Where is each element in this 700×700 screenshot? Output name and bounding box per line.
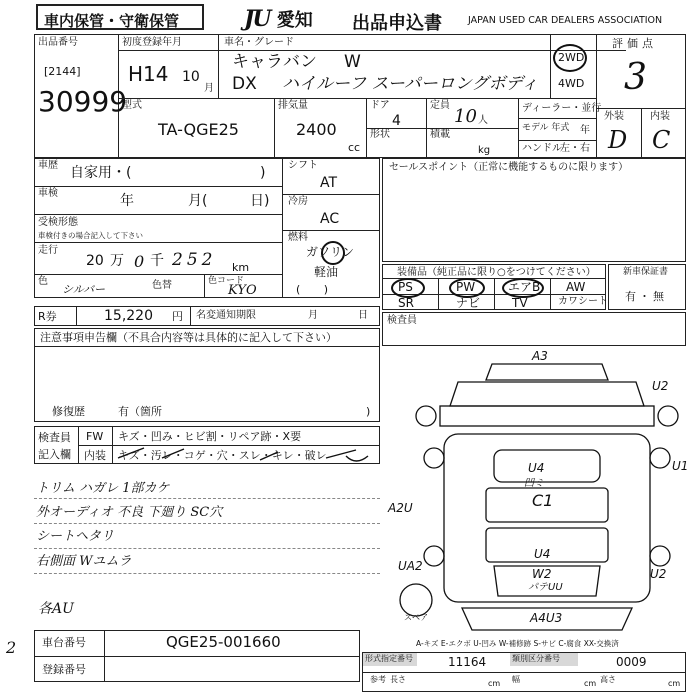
length-label: 長さ bbox=[390, 675, 406, 684]
listing-sub-number: [2144] bbox=[44, 65, 81, 78]
mark-u4-center: U4 bbox=[528, 461, 545, 475]
margin-mark: 2 bbox=[6, 638, 17, 657]
fuel-diesel: 軽油 bbox=[314, 265, 339, 279]
mark-ua2: UA2 bbox=[398, 559, 423, 573]
note-line-1: トリム ハガレ 1部カケ bbox=[36, 481, 170, 496]
score-value: 3 bbox=[624, 57, 647, 98]
type-no-value: 11164 bbox=[448, 655, 487, 669]
score-exterior-label: 外装 bbox=[604, 111, 624, 122]
color-value: シルバー bbox=[62, 283, 105, 296]
model-year-label: モデル 年式 bbox=[522, 123, 570, 133]
equip-sr: SR bbox=[398, 296, 414, 310]
note-line-5: 各AU bbox=[38, 601, 74, 617]
displacement-unit: cc bbox=[348, 141, 361, 154]
mileage-man: 20 bbox=[86, 253, 104, 269]
load-label: 積載 bbox=[430, 129, 450, 140]
color-code-label: 色コード bbox=[208, 276, 245, 286]
inspection-month-unit: 月( bbox=[188, 193, 208, 209]
equip-leather-seat: カワシート bbox=[558, 296, 608, 307]
class-no-label: 類別区分番号 bbox=[512, 654, 560, 663]
handle-value: 左・右 bbox=[560, 143, 590, 154]
name-change-label: 名変通知期限 bbox=[196, 310, 256, 321]
tax-unit: 円 bbox=[172, 310, 183, 323]
fuel-label: 燃料 bbox=[288, 232, 308, 243]
mileage-km-unit: km bbox=[232, 261, 250, 274]
doors-label: ドア bbox=[370, 100, 390, 111]
mark-dent: 凹ミ bbox=[524, 478, 544, 489]
load-unit: kg bbox=[478, 145, 491, 156]
mark-a2u: A2U bbox=[388, 501, 413, 515]
model-year-unit: 年 bbox=[580, 125, 590, 136]
height-label: 高さ bbox=[600, 675, 616, 684]
equip-ps-circle bbox=[391, 278, 425, 298]
inspection-type-label: 受検形態 bbox=[38, 217, 78, 228]
checker-label-bottom: 記入欄 bbox=[38, 448, 71, 461]
chassis-value: QGE25-001660 bbox=[166, 633, 281, 651]
repair-label: 修復歴 bbox=[52, 405, 85, 418]
width-unit: cm bbox=[584, 679, 597, 688]
warranty-value: 有・無 bbox=[625, 290, 667, 303]
chassis-label: 車台番号 bbox=[42, 636, 86, 649]
mark-a3: A3 bbox=[532, 349, 548, 363]
score-label: 評価点 bbox=[612, 37, 657, 50]
equip-ps: PS bbox=[398, 280, 413, 294]
warranty-label: 新車保証書 bbox=[623, 267, 669, 277]
checker-scribbles bbox=[110, 444, 382, 468]
length-unit: cm bbox=[488, 679, 501, 688]
shift-value: AT bbox=[320, 175, 338, 191]
registration-month: 10 bbox=[182, 69, 200, 85]
inspector-box bbox=[382, 312, 686, 346]
in-text: キズ・汚レ・コゲ・穴・スレ・キレ・破レ bbox=[118, 449, 327, 462]
registration-label: 初度登録年月 bbox=[122, 37, 182, 48]
drive-4wd: 4WD bbox=[558, 77, 585, 90]
car-variant: W bbox=[344, 52, 361, 72]
note-line-2: 外オーディオ 不良 下廻り SC穴 bbox=[36, 505, 223, 520]
car-name-label: 車名・グレード bbox=[224, 37, 294, 48]
note-line-4: 右側面 Wユムラ bbox=[36, 554, 132, 569]
model-label: 型式 bbox=[122, 100, 142, 111]
ju-logo-mark: JU bbox=[244, 6, 270, 32]
equipment-label: 装備品（純正品に限り○をつけてください） bbox=[397, 267, 596, 278]
spare-label: スペア bbox=[404, 613, 428, 622]
listing-number-label: 出品番号 bbox=[38, 37, 78, 48]
name-change-day: 日 bbox=[358, 310, 368, 321]
notes-label: 注意事項申告欄（不具合内容等は具体的に記入して下さい） bbox=[40, 331, 337, 344]
registration-number-label: 登録番号 bbox=[42, 663, 86, 676]
shape-label: 形状 bbox=[370, 129, 390, 140]
ju-logo bbox=[244, 6, 313, 32]
width-label: 幅 bbox=[512, 675, 520, 684]
history-label: 車歴 bbox=[38, 160, 58, 171]
equip-navi: ナビ bbox=[456, 296, 481, 310]
mark-w2: W2 bbox=[532, 567, 552, 581]
sales-point-label: セールスポイント（正常に機能するものに限ります） bbox=[389, 162, 629, 173]
listing-number: 30999 bbox=[38, 85, 128, 118]
equip-tv: TV bbox=[512, 296, 528, 310]
handle-label: ハンドル bbox=[522, 143, 562, 154]
mark-u1: U1 bbox=[672, 459, 689, 473]
mark-u4-lower: U4 bbox=[534, 547, 551, 561]
score-interior-label: 内装 bbox=[650, 111, 670, 122]
diagram-legend: A-キズ E-エクボ U-凹み W-補修跡 S-サビ C-腐食 XX-交換済 bbox=[416, 639, 619, 648]
mark-u2-right: U2 bbox=[650, 567, 667, 581]
mark-u2-top: U2 bbox=[652, 379, 669, 393]
color-label: 色 bbox=[38, 276, 48, 287]
storage-label: 車内保管・守衛保管 bbox=[44, 12, 180, 30]
inspection-label: 車検 bbox=[38, 188, 58, 199]
car-name: キャラバン bbox=[232, 52, 317, 72]
model-value: TA-QGE25 bbox=[158, 120, 239, 139]
in-label: 内装 bbox=[84, 449, 106, 462]
sheet-title: 出品申込書 bbox=[352, 13, 442, 34]
tax-amount: 15,220 bbox=[104, 308, 153, 324]
capacity-label: 定員 bbox=[430, 100, 450, 111]
equip-airbag-circle bbox=[502, 278, 544, 298]
repair-value: 有（箇所 bbox=[118, 405, 162, 418]
inspection-type-note: 車検付きの場合記入して下さい bbox=[38, 231, 143, 240]
doors-value: 4 bbox=[392, 113, 401, 129]
name-change-month: 月 bbox=[308, 310, 318, 321]
dealer-label: ディーラー・並行 bbox=[522, 103, 602, 114]
inspector-label: 検査員 bbox=[387, 315, 417, 326]
height-unit: cm bbox=[668, 679, 681, 688]
equip-pw: PW bbox=[456, 280, 476, 294]
history-value: 自家用・( bbox=[70, 165, 132, 181]
fw-text: キズ・凹み・ヒビ割・リペア跡・X要 bbox=[118, 430, 302, 443]
drive-2wd: 2WD bbox=[558, 51, 585, 64]
mileage-rest: 252 bbox=[172, 250, 217, 270]
car-grade-note: ハイルーフ スーパーロングボディ bbox=[282, 74, 539, 94]
score-interior: C bbox=[652, 126, 671, 154]
registration-era-year: H14 bbox=[128, 62, 169, 86]
fw-label: FW bbox=[86, 430, 104, 443]
ac-value: AC bbox=[320, 211, 340, 227]
equip-airbag: エアB bbox=[508, 280, 541, 294]
warranty-box bbox=[608, 264, 686, 310]
car-diagram bbox=[382, 346, 700, 636]
color-change-label: 色替 bbox=[152, 280, 172, 291]
color-code-value: KYO bbox=[228, 283, 257, 298]
storage-label-box bbox=[36, 4, 204, 30]
mileage-label: 走行 bbox=[38, 245, 58, 256]
inspection-day-unit: 日) bbox=[250, 193, 270, 209]
logo-text: 愛知 bbox=[276, 10, 313, 31]
mark-a4u3: A4U3 bbox=[530, 611, 563, 625]
mark-putty: パテUU bbox=[528, 582, 563, 593]
mileage-thousand-unit: 千 bbox=[150, 253, 164, 269]
mileage-thousand: 0 bbox=[134, 252, 145, 271]
tax-label: R券 bbox=[38, 310, 57, 323]
repair-close: ) bbox=[366, 405, 371, 418]
class-no-value: 0009 bbox=[616, 655, 647, 669]
registration-month-unit: 月 bbox=[204, 83, 214, 94]
equip-aw: AW bbox=[566, 280, 586, 294]
score-exterior: D bbox=[608, 126, 628, 154]
checker-label-top: 検査員 bbox=[38, 431, 71, 444]
association-name: JAPAN USED CAR DEALERS ASSOCIATION bbox=[468, 15, 663, 26]
mileage-man-unit: 万 bbox=[110, 253, 124, 269]
mark-c1: C1 bbox=[532, 491, 554, 510]
fuel-paren: ( ) bbox=[296, 283, 339, 296]
displacement-value: 2400 bbox=[296, 120, 337, 139]
type-no-label: 形式指定番号 bbox=[365, 654, 413, 663]
fuel-gasoline: ガソリン bbox=[306, 245, 355, 259]
ref-label: 参考 bbox=[370, 675, 386, 684]
note-line-3: シートヘタリ bbox=[36, 529, 115, 544]
car-grade: DX bbox=[232, 74, 257, 94]
capacity-value: 10 bbox=[454, 106, 477, 127]
fuel-gasoline-circle bbox=[321, 241, 345, 265]
shift-label: シフト bbox=[288, 160, 318, 171]
equip-pw-circle bbox=[449, 278, 485, 298]
displacement-label: 排気量 bbox=[278, 100, 308, 111]
inspection-year-unit: 年 bbox=[120, 193, 134, 209]
history-close: ) bbox=[260, 165, 266, 181]
capacity-unit: 人 bbox=[478, 115, 488, 126]
drive-2wd-circle bbox=[553, 44, 587, 72]
ac-label: 冷房 bbox=[288, 196, 308, 207]
sales-point-box bbox=[382, 158, 686, 262]
